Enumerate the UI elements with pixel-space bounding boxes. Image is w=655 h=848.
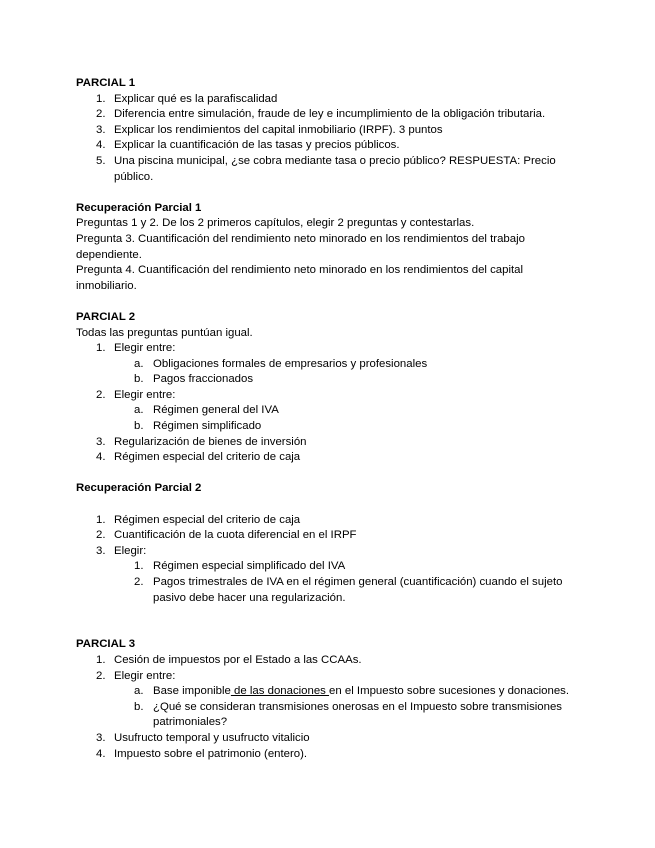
item-text: Cuantificación de la cuota diferencial en el IRPF <box>114 529 357 542</box>
parcial2-heading: PARCIAL 2 <box>76 310 136 323</box>
item-text: Régimen especial del criterio de caja <box>114 451 301 464</box>
item-number: 2. <box>134 576 144 588</box>
item-letter: a. <box>134 357 144 370</box>
recuperacion1-line-2: Pregunta 3. Cuantificación del rendimiento neto minorado en los rendimientos del trabajo dependiente. <box>76 232 525 261</box>
item-text: Pagos fraccionados <box>153 373 254 386</box>
recuperacion2-item-3 <box>76 544 580 560</box>
item-text: Regularización de bienes de inversión <box>114 435 307 448</box>
item-text: Explicar los rendimientos del capital inmobiliario (IRPF). 3 puntos <box>114 123 443 136</box>
item-number: 2. <box>96 529 106 542</box>
item-letter: b. <box>134 373 144 386</box>
item-text-after: en el Impuesto sobre sucesiones y donaciones. <box>329 685 570 698</box>
item-number: 1. <box>96 513 106 526</box>
item-number: 3. <box>96 435 106 448</box>
recuperacion1-line-1: Preguntas 1 y 2. De los 2 primeros capítulos, elegir 2 preguntas y contestarlas. <box>76 217 475 230</box>
item-number: 2. <box>96 669 106 682</box>
parcial2-item-2 <box>76 388 580 404</box>
parcial3-item-2 <box>76 669 580 685</box>
recuperacion1-line-3: Pregunta 4. Cuantificación del rendimiento neto minorado en los rendimientos del capital inmobiliario. <box>76 264 524 292</box>
parcial2-intro: Todas las preguntas puntúan igual. <box>76 326 253 339</box>
parcial2-item-1a <box>76 357 580 373</box>
parcial1-list <box>76 92 580 186</box>
item-text: Régimen simplificado <box>153 420 262 433</box>
item-number: 1. <box>96 342 106 355</box>
item-number: 1. <box>134 560 144 573</box>
item-text: Elegir entre: <box>114 388 176 401</box>
item-text: ¿Qué se consideran transmisiones onerosas en el Impuesto sobre transmisiones patrimoniales? <box>153 700 563 729</box>
item-number: 2. <box>96 388 106 401</box>
parcial3-list <box>76 653 580 762</box>
item-letter: b. <box>134 420 144 433</box>
recuperacion2-heading: Recuperación Parcial 2 <box>76 482 202 495</box>
item-text-before: Base imponible <box>153 685 231 698</box>
recuperacion2-item-1 <box>76 513 580 529</box>
document-page <box>76 76 580 762</box>
item-text-underlined: de las donaciones <box>230 685 330 698</box>
parcial1-item-3 <box>76 123 580 139</box>
item-text: Explicar qué es la parafiscalidad <box>114 92 278 105</box>
item-number: 1. <box>96 92 106 105</box>
item-text: Usufructo temporal y usufructo vitalicio <box>114 731 310 744</box>
item-number: 3. <box>96 123 106 136</box>
parcial3-item-1 <box>76 653 580 669</box>
parcial1-heading: PARCIAL 1 <box>76 77 136 89</box>
item-text: Impuesto sobre el patrimonio (entero). <box>114 747 308 760</box>
parcial1-item-2 <box>76 107 580 123</box>
parcial2-item-1 <box>76 341 580 357</box>
item-number: 4. <box>96 139 106 152</box>
item-text: Elegir entre: <box>114 342 176 355</box>
item-text: Pagos trimestrales de IVA en el régimen general (cuantificación) cuando el sujeto pasivo debe hacer una regularización. <box>153 576 563 604</box>
item-number: 4. <box>96 747 106 760</box>
parcial2-item-2a <box>76 403 580 419</box>
item-text: Diferencia entre simulación, fraude de ley e incumplimiento de la obligación tributaria. <box>114 108 546 121</box>
parcial2-item-3 <box>76 435 580 451</box>
item-number: 1. <box>96 653 106 666</box>
item-text: Elegir: <box>114 544 147 557</box>
item-text: Régimen especial del criterio de caja <box>114 513 301 526</box>
recuperacion1-heading: Recuperación Parcial 1 <box>76 201 202 214</box>
parcial2-item-1b <box>76 372 580 388</box>
parcial1-item-5 <box>76 154 580 185</box>
item-letter: b. <box>134 700 144 713</box>
parcial1-item-4 <box>76 138 580 154</box>
parcial3-item-4 <box>76 747 580 763</box>
parcial3-item-2a <box>76 684 580 700</box>
item-number: 5. <box>96 154 106 167</box>
parcial1-item-1 <box>76 92 580 108</box>
item-number: 2. <box>96 108 106 121</box>
item-text: Obligaciones formales de empresarios y profesionales <box>153 357 428 370</box>
recuperacion2-list <box>76 513 580 607</box>
item-number: 3. <box>96 544 106 557</box>
item-text: Régimen general del IVA <box>153 404 279 417</box>
parcial2-list <box>76 341 580 466</box>
item-text: Una piscina municipal, ¿se cobra mediante tasa o precio público? RESPUESTA: Precio público. <box>114 154 556 183</box>
recuperacion2-item-3-2 <box>76 575 580 606</box>
item-letter: a. <box>134 404 144 417</box>
recuperacion2-item-2 <box>76 528 580 544</box>
parcial3-heading: PARCIAL 3 <box>76 638 136 651</box>
recuperacion2-item-3-1 <box>76 559 580 575</box>
parcial2-item-2b <box>76 419 580 435</box>
item-text: Régimen especial simplificado del IVA <box>153 560 346 573</box>
item-text: Explicar la cuantificación de las tasas y precios públicos. <box>114 139 400 152</box>
item-text: Elegir entre: <box>114 669 176 682</box>
item-number: 3. <box>96 731 106 744</box>
item-number: 4. <box>96 451 106 464</box>
item-text: Cesión de impuestos por el Estado a las CCAAs. <box>114 653 362 666</box>
parcial2-item-4 <box>76 450 580 466</box>
parcial3-item-3 <box>76 731 580 747</box>
item-letter: a. <box>134 685 144 698</box>
parcial3-item-2b <box>76 700 580 731</box>
